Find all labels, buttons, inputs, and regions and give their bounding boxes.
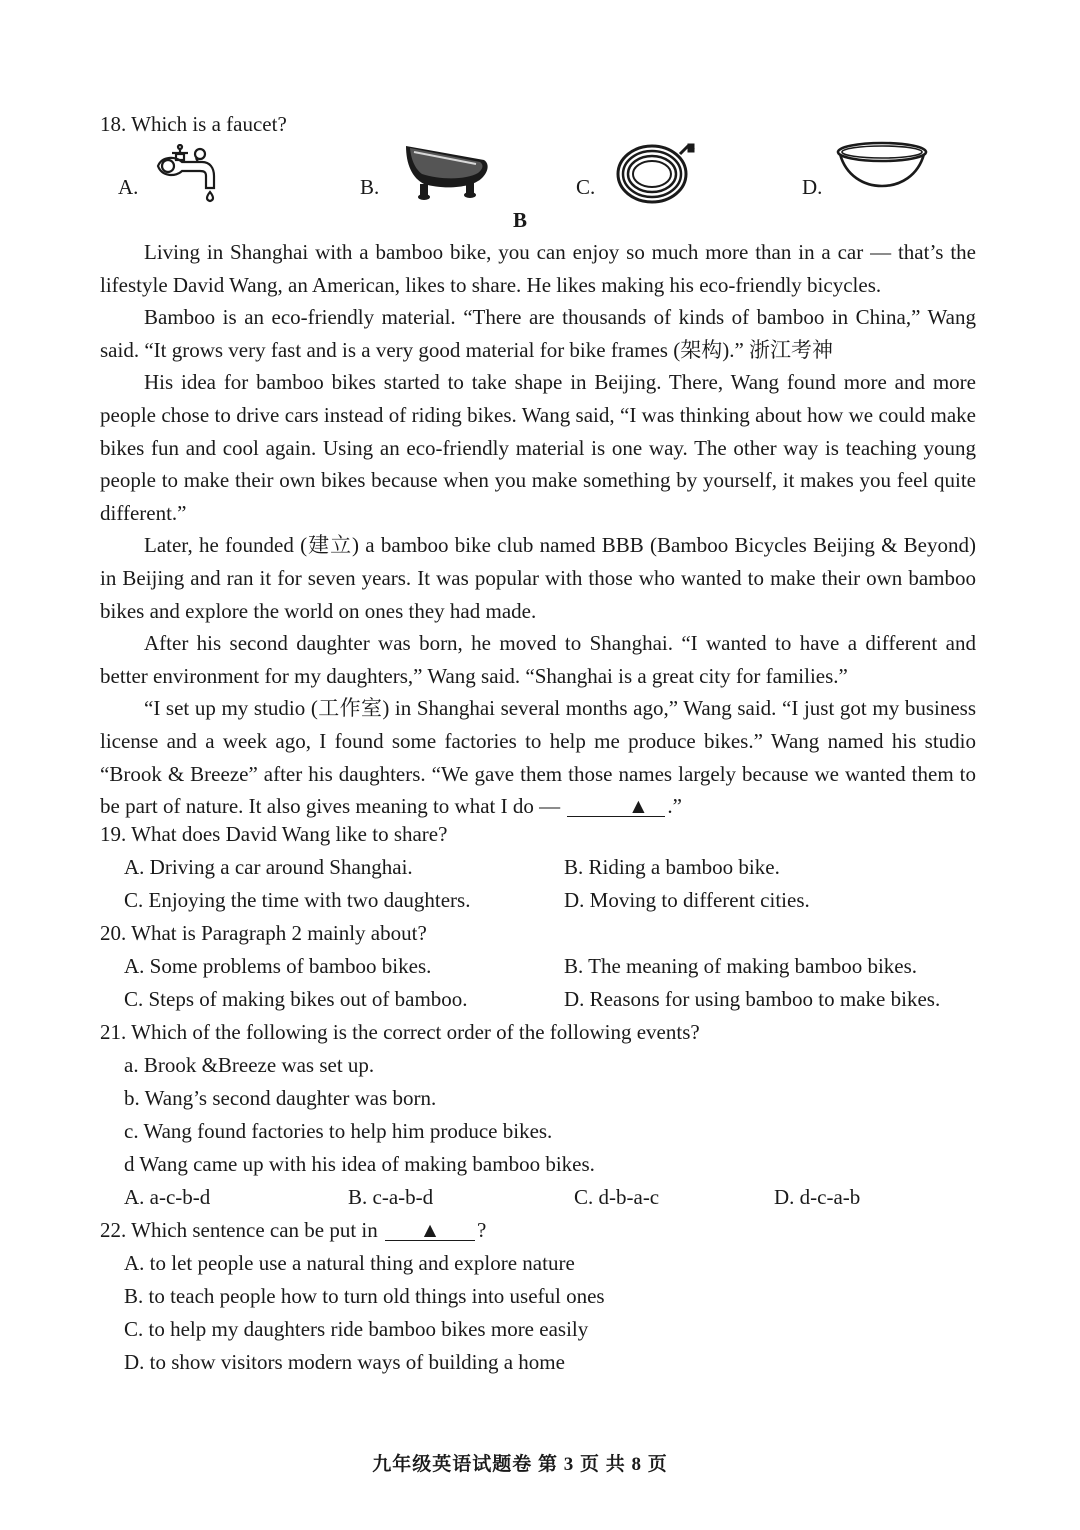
q21-stem: 21. Which of the following is the correct order of the following events? [100, 1020, 700, 1044]
q22-option-d[interactable]: D. to show visitors modern ways of building a home [124, 1350, 565, 1374]
q19-option-c[interactable]: C. Enjoying the time with two daughters. [124, 888, 471, 912]
q22-option-a[interactable]: A. to let people use a natural thing and explore nature [124, 1251, 575, 1275]
q21-options [100, 1181, 980, 1214]
q20-option-b[interactable]: B. The meaning of making bamboo bikes. [564, 954, 918, 978]
q20-stem: 20. What is Paragraph 2 mainly about? [100, 921, 427, 945]
q20-option-a[interactable]: A. Some problems of bamboo bikes. [124, 954, 432, 978]
section-letter: B [512, 208, 527, 232]
basin-icon [834, 140, 930, 192]
q22-stem-end: ? [477, 1218, 487, 1242]
reading-passage [100, 236, 976, 823]
q18-option-a-letter: A. [118, 175, 139, 199]
q19-option-b[interactable]: B. Riding a bamboo bike. [564, 855, 780, 879]
q22-blank: ▲ [385, 1220, 475, 1241]
q19-option-a[interactable]: A. Driving a car around Shanghai. [124, 855, 413, 879]
bathtub-icon [400, 138, 496, 206]
q21-event-b: b. Wang’s second daughter was born. [124, 1086, 437, 1110]
q21-option-c[interactable]: C. d-b-a-c [574, 1185, 660, 1209]
paragraph-2: Bamboo is an eco-friendly material. “There are thousands of kinds of bamboo in China,” Wang said. “It grows very fast and is a very good material for bike frames (架构).” 浙江考神 [100, 305, 976, 362]
paragraph-1: Living in Shanghai with a bamboo bike, you can enjoy so much more than in a car — that’s the lifestyle David Wang, an American, likes to share. He likes making his eco-friendly bicycles. [100, 240, 976, 297]
q22-stem-text: 22. Which sentence can be put in [100, 1218, 378, 1242]
paragraph-5: After his second daughter was born, he moved to Shanghai. “I wanted to have a different and better environment for my daughters,” Wang said. “Shanghai is a great city for families.” [100, 631, 976, 688]
questions-block [100, 818, 980, 1379]
q22-stem [100, 1214, 980, 1247]
paragraph-3: His idea for bamboo bikes started to take shape in Beijing. There, Wang found more and more people chose to drive cars instead of riding bikes. Wang said, “I was thinking about how we could make bikes fun and cool again. Using an eco-friendly material is one way. The other way is teaching young people to make their own bikes because when you make something by yourself, it makes you feel quite different.” [100, 370, 976, 525]
q21-event-d: d Wang came up with his idea of making bamboo bikes. [124, 1152, 595, 1176]
q18-stem: 18. Which is a faucet? [100, 112, 287, 136]
q18-option-c-letter: C. [576, 175, 596, 199]
q18-option-b-letter: B. [360, 175, 380, 199]
q20-option-d[interactable]: D. Reasons for using bamboo to make bikes. [564, 987, 941, 1011]
q19-options [100, 851, 980, 917]
q18-option-d-letter: D. [802, 175, 823, 199]
q18-option-b [360, 140, 510, 210]
q21-option-d[interactable]: D. d-c-a-b [774, 1185, 861, 1209]
q18-option-d [802, 140, 972, 210]
answer-blank: ▲ [567, 796, 665, 817]
page-footer: 九年级英语试题卷 第 3 页 共 8 页 [372, 1454, 668, 1475]
coiled-hose-icon [614, 142, 698, 206]
paragraph-6-text: “I set up my studio (工作室) in Shanghai several months ago,” Wang said. “I just got my business license and a week ago, I found some factories to help me produce bikes.” Wang named his studio “Brook & Breeze” after his daughters. “We gave them those names largely because we wanted them to be part of nature. It also gives meaning to what I do — [100, 696, 976, 819]
q18-picture-options [100, 140, 980, 210]
q21-event-c: c. Wang found factories to help him produce bikes. [124, 1119, 553, 1143]
faucet-icon [152, 144, 242, 204]
paragraph-6-end: .” [667, 794, 682, 819]
q19-option-d[interactable]: D. Moving to different cities. [564, 888, 810, 912]
q22-option-b[interactable]: B. to teach people how to turn old things into useful ones [124, 1284, 605, 1308]
q18-option-a [118, 140, 258, 210]
q21-option-a[interactable]: A. a-c-b-d [124, 1185, 211, 1209]
q19-stem: 19. What does David Wang like to share? [100, 822, 448, 846]
q18-option-c [576, 140, 726, 210]
q20-options [100, 950, 980, 1016]
paragraph-4: Later, he founded (建立) a bamboo bike club named BBB (Bamboo Bicycles Beijing & Beyond) in Beijing and ran it for seven years. It was popular with those who wanted to make their own bamboo bikes and explore the world on ones they had made. [100, 533, 976, 623]
paragraph-6 [100, 692, 976, 822]
q21-event-a: a. Brook &Breeze was set up. [124, 1053, 375, 1077]
q20-option-c[interactable]: C. Steps of making bikes out of bamboo. [124, 987, 468, 1011]
q21-option-b[interactable]: B. c-a-b-d [348, 1185, 434, 1209]
q22-option-c[interactable]: C. to help my daughters ride bamboo bikes more easily [124, 1317, 589, 1341]
